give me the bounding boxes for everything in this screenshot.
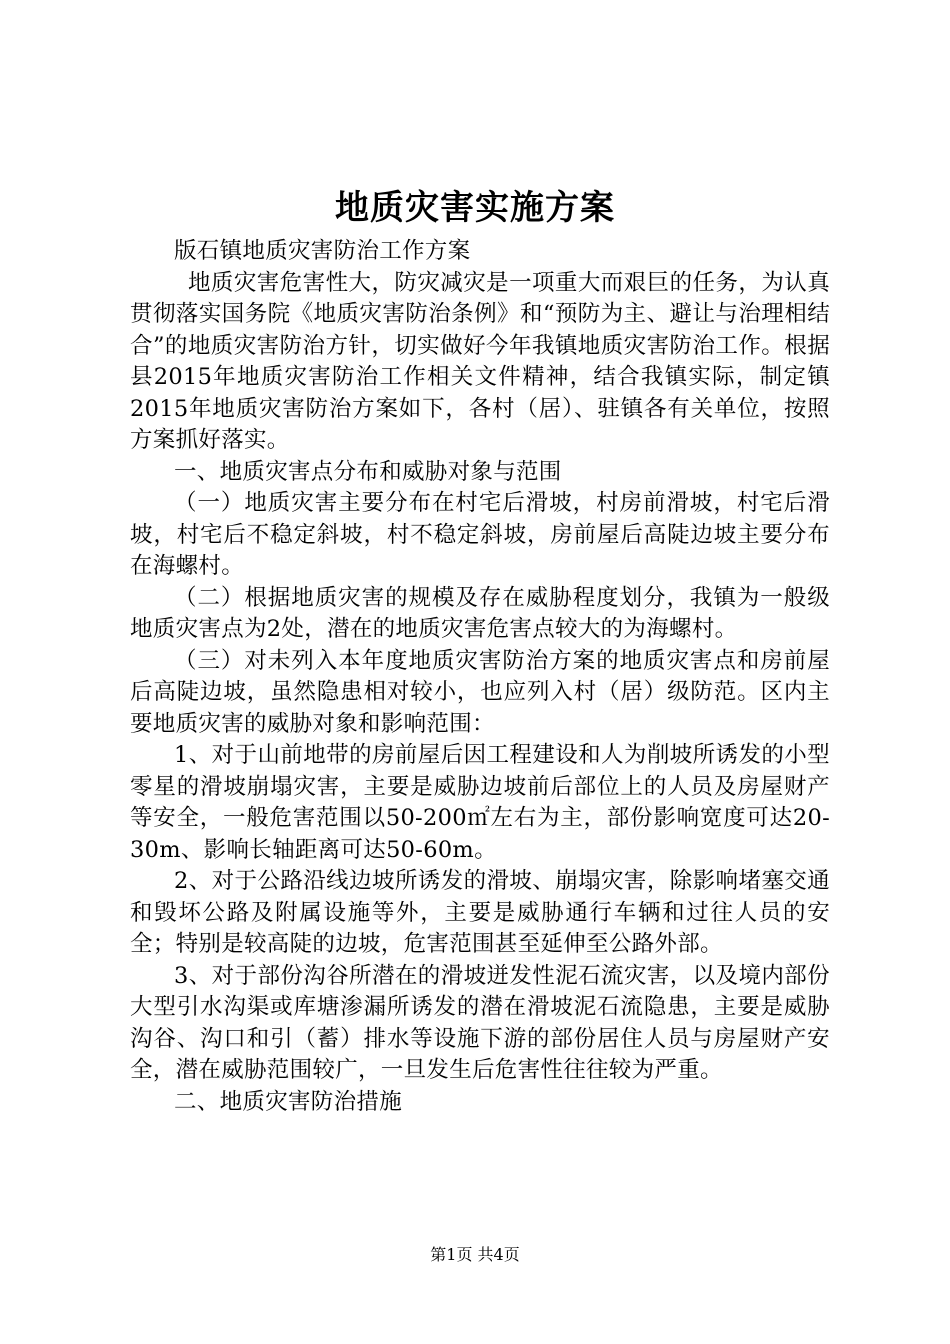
body-paragraph: （一）地质灾害主要分布在村宅后滑坡，村房前滑坡，村宅后滑坡，村宅后不稳定斜坡，村不稳定斜坡，房前屋后高陡边坡主要分布在海螺村。: [130, 490, 830, 579]
body-paragraph: （二）根据地质灾害的规模及存在威胁程度划分，我镇为一般级地质灾害点为2处，潜在的地质灾害危害点较大的为海螺村。: [130, 584, 830, 642]
list-item: 1、对于山前地带的房前屋后因工程建设和人为削坡所诱发的小型零星的滑坡崩塌灾害，主要是威胁边坡前后部位上的人员及房屋财产等安全，一般危害范围以50-200㎡左右为主，部份影响宽度可达20-30m、影响长轴距离可达50-60m。: [130, 742, 830, 863]
document-body: [130, 236, 830, 1118]
body-paragraph: （三）对未列入本年度地质灾害防治方案的地质灾害点和房前屋后高陡边坡，虽然隐患相对较小，也应列入村（居）级防范。区内主要地质灾害的威胁对象和影响范围：: [130, 647, 830, 737]
document-title: 地质灾害实施方案: [335, 188, 615, 228]
section-heading: 二、地质灾害防治措施: [174, 1088, 403, 1115]
page-footer: 第1页 共4页: [430, 1245, 520, 1264]
section-heading: 一、地质灾害点分布和威胁对象与范围: [174, 458, 562, 485]
subtitle-paragraph: 版石镇地质灾害防治工作方案: [174, 238, 471, 264]
list-item: 3、对于部份沟谷所潜在的滑坡迸发性泥石流灾害，以及境内部份大型引水沟渠或库塘渗漏所诱发的潜在滑坡泥石流隐患，主要是威胁沟谷、沟口和引（蓄）排水等设施下游的部份居住人员与房屋财产安全，潜在威胁范围较广，一旦发生后危害性往往较为严重。: [130, 962, 830, 1083]
body-paragraph: 地质灾害危害性大，防灾减灾是一项重大而艰巨的任务，为认真贯彻落实国务院《地质灾害防治条例》和“预防为主、避让与治理相结合”的地质灾害防治方针，切实做好今年我镇地质灾害防治工作。根据县2015年地质灾害防治工作相关文件精神，结合我镇实际，制定镇2015年地质灾害防治方案如下，各村（居）、驻镇各有关单位，按照方案抓好落实。: [130, 269, 830, 453]
list-item: 2、对于公路沿线边坡所诱发的滑坡、崩塌灾害，除影响堵塞交通和毁坏公路及附属设施等外，主要是威胁通行车辆和过往人员的安全；特别是较高陡的边坡，危害范围甚至延伸至公路外部。: [130, 868, 830, 957]
